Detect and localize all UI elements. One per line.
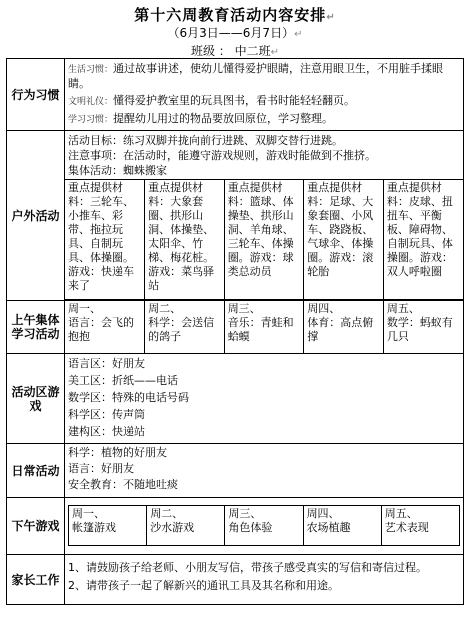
area-item: 美工区：折纸——电话: [68, 374, 178, 387]
afternoon-day-2: 周二、 沙水游戏: [147, 506, 225, 546]
parents-content: [65, 555, 464, 605]
class-label: 班级 ： 中二班↵: [190, 44, 280, 58]
outdoor-goal: 活动目标：练习双脚并拢向前行进跳、双脚交替行进跳。: [68, 134, 343, 147]
area-item: 语言区：好朋友: [68, 357, 145, 370]
daily-content: [65, 444, 464, 498]
outdoor-note: 注意事项：在活动时，能遵守游戏规则，游戏时能做到不推挤。: [68, 149, 376, 162]
habits-label: 行为习惯: [7, 59, 65, 131]
area-item: 科学区：传声筒: [68, 408, 145, 421]
morning-day-3: 周三、 音乐：青蛙和蛤蟆: [224, 301, 304, 353]
daily-item: 安全教育：不随地吐痰: [68, 478, 178, 491]
morning-label: 上午集体学习活动: [7, 301, 65, 354]
habits-row: [7, 59, 464, 131]
areas-content: [65, 354, 464, 444]
parents-item: 2、请带孩子一起了解新兴的通讯工具及其名称和用途。: [68, 579, 339, 592]
parents-item: 1、请鼓励孩子给老师、小朋友写信，带孩子感受真实的写信和寄信过程。: [68, 561, 427, 574]
afternoon-day-4: 周四、 农场植趣: [303, 506, 381, 546]
daily-label: 日常活动: [7, 444, 65, 498]
daily-item: 语言：好朋友: [68, 462, 134, 475]
afternoon-day-1: 周一、 帐篷游戏: [69, 506, 147, 546]
outdoor-day-2: 重点提供材料：大象套圈、拱形山洞、体操垫、太阳伞、竹梯、梅花桩。游戏：菜鸟驿站: [145, 180, 225, 300]
afternoon-content: [65, 498, 464, 555]
afternoon-day-3: 周三、 角色体验: [225, 506, 303, 546]
date-range: （6月3日——6月7日）↵: [167, 26, 303, 40]
afternoon-days: [68, 505, 460, 546]
area-item: 数学区：特殊的电话号码: [68, 391, 189, 404]
outdoor-label: 户外活动: [7, 131, 65, 301]
morning-day-2: 周二、 科学：会送信的鸽子: [145, 301, 225, 353]
schedule-table: [6, 58, 464, 605]
morning-day-1: 周一、 语言：会飞的抱抱: [65, 301, 145, 353]
morning-row: [7, 301, 464, 354]
habit-item: 文明礼仪：懂得爱护教室里的玩具图书，看书时能轻轻翻页。: [68, 94, 356, 107]
outdoor-group: 集体活动：蜘蛛搬家: [68, 164, 167, 177]
outdoor-days: [65, 179, 463, 300]
afternoon-row: [7, 498, 464, 555]
morning-day-4: 周四、 体育：高点俯撑: [304, 301, 384, 353]
habit-item: 生活习惯：通过故事讲述，使幼儿懂得爱护眼睛，注意用眼卫生，不用脏手揉眼睛。: [68, 62, 444, 90]
daily-item: 科学：植物的好朋友: [68, 446, 167, 459]
habits-content: [65, 59, 464, 131]
afternoon-label: 下午游戏: [7, 498, 65, 555]
outdoor-day-5: 重点提供材料：皮球、扭扭车、平衡板、障碍物、自制玩具、体操圈。游戏：双人呼啦圈: [383, 180, 463, 300]
areas-label: 活动区游戏: [7, 354, 65, 444]
outdoor-content: [65, 131, 464, 301]
morning-day-5: 周五、 数学：蚂蚁有几只: [383, 301, 463, 353]
outdoor-day-3: 重点提供材料：篮球、体操垫、拱形山洞、羊角球、三轮车、体操圈。游戏：球类总动员: [224, 180, 304, 300]
parents-label: 家长工作: [7, 555, 65, 605]
daily-row: [7, 444, 464, 498]
morning-days: [65, 301, 463, 353]
parents-row: [7, 555, 464, 605]
page-title: 第十六周教育活动内容安排↵: [134, 6, 336, 24]
outdoor-day-4: 重点提供材料：足球、大象套圈、小风车、跷跷板、气球伞、体操圈。游戏：滚轮胎: [304, 180, 384, 300]
outdoor-day-1: 重点提供材料：三轮车、小推车、彩带、拖拉玩具、自制玩具、体操圈。游戏：快递车来了: [65, 180, 145, 300]
morning-content: [65, 301, 464, 354]
outdoor-row: [7, 131, 464, 301]
areas-row: [7, 354, 464, 444]
area-item: 建构区：快递站: [68, 425, 145, 438]
afternoon-day-5: 周五、 艺术表现: [381, 506, 459, 546]
habit-item: 学习习惯：提醒幼儿用过的物品要放回原位，学习整理。: [68, 112, 334, 125]
